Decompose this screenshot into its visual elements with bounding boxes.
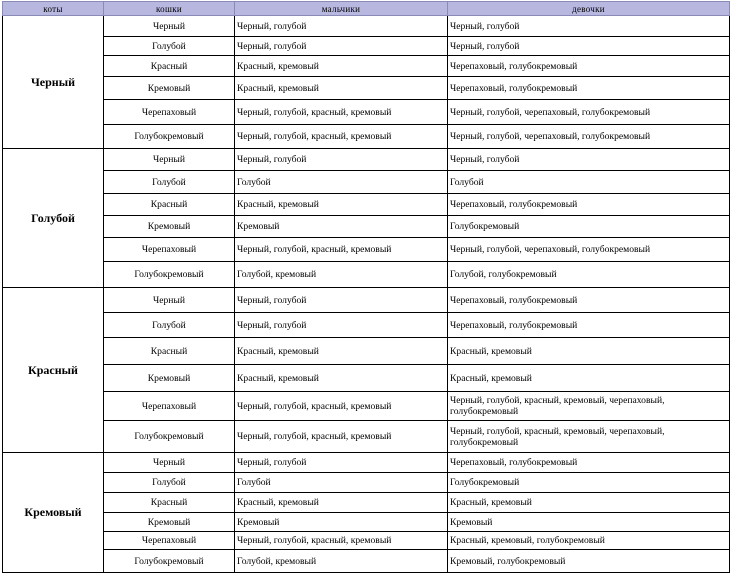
female-color-cell: Красный	[104, 194, 235, 216]
daughters-colors-cell: Красный, кремовый	[448, 338, 730, 365]
table-row	[3, 421, 730, 453]
table-row	[3, 532, 730, 550]
sons-colors-cell: Черный, голубой, красный, кремовый	[235, 421, 448, 453]
daughters-colors-cell: Голубой, голубокремовый	[448, 262, 730, 288]
daughters-colors-cell: Черепаховый, голубокремовый	[448, 313, 730, 338]
female-color-cell: Черный	[104, 149, 235, 171]
sons-colors-cell: Красный, кремовый	[235, 493, 448, 513]
header-sons: мальчики	[235, 2, 448, 16]
table-body	[3, 16, 730, 573]
table-row	[3, 513, 730, 532]
daughters-colors-cell: Черный, голубой	[448, 37, 730, 56]
table-row	[3, 313, 730, 338]
sons-colors-cell: Красный, кремовый	[235, 365, 448, 392]
sons-colors-cell: Черный, голубой	[235, 37, 448, 56]
header-males: коты	[3, 2, 104, 16]
sons-colors-cell: Кремовый	[235, 513, 448, 532]
female-color-cell: Красный	[104, 493, 235, 513]
female-color-cell: Голубой	[104, 313, 235, 338]
table-row	[3, 338, 730, 365]
daughters-colors-cell: Черный, голубой, черепаховый, голубокремовый	[448, 100, 730, 125]
sons-colors-cell: Красный, кремовый	[235, 338, 448, 365]
male-color-cell: Красный	[3, 288, 104, 453]
sons-colors-cell: Черный, голубой	[235, 288, 448, 313]
table-wrapper	[2, 1, 730, 573]
daughters-colors-cell: Черный, голубой, черепаховый, голубокремовый	[448, 125, 730, 149]
daughters-colors-cell: Черный, голубой, красный, кремовый, черепаховый, голубокремовый	[448, 392, 730, 421]
female-color-cell: Голубокремовый	[104, 550, 235, 573]
female-color-cell: Красный	[104, 56, 235, 77]
daughters-colors-cell: Кремовый, голубокремовый	[448, 550, 730, 573]
table-row	[3, 392, 730, 421]
sons-colors-cell: Голубой	[235, 473, 448, 493]
table-row	[3, 171, 730, 194]
female-color-cell: Черный	[104, 288, 235, 313]
female-color-cell: Черепаховый	[104, 100, 235, 125]
table-row	[3, 125, 730, 149]
female-color-cell: Голубой	[104, 37, 235, 56]
female-color-cell: Голубокремовый	[104, 421, 235, 453]
male-color-cell: Кремовый	[3, 453, 104, 573]
female-color-cell: Голубой	[104, 171, 235, 194]
sons-colors-cell: Голубой, кремовый	[235, 550, 448, 573]
male-color-cell: Черный	[3, 16, 104, 149]
female-color-cell: Голубокремовый	[104, 262, 235, 288]
female-color-cell: Черный	[104, 16, 235, 37]
sons-colors-cell: Черный, голубой	[235, 149, 448, 171]
table-row	[3, 262, 730, 288]
daughters-colors-cell: Черепаховый, голубокремовый	[448, 453, 730, 473]
header-daughters: девочки	[448, 2, 730, 16]
table-row	[3, 365, 730, 392]
sons-colors-cell: Черный, голубой, красный, кремовый	[235, 125, 448, 149]
header-females: кошки	[104, 2, 235, 16]
table-row	[3, 77, 730, 100]
sons-colors-cell: Голубой, кремовый	[235, 262, 448, 288]
daughters-colors-cell: Черепаховый, голубокремовый	[448, 77, 730, 100]
table-row	[3, 493, 730, 513]
daughters-colors-cell: Черепаховый, голубокремовый	[448, 194, 730, 216]
table-row	[3, 37, 730, 56]
sons-colors-cell: Черный, голубой, красный, кремовый	[235, 238, 448, 262]
male-color-cell: Голубой	[3, 149, 104, 288]
table-row	[3, 288, 730, 313]
female-color-cell: Черный	[104, 453, 235, 473]
female-color-cell: Кремовый	[104, 216, 235, 238]
daughters-colors-cell: Красный, кремовый	[448, 365, 730, 392]
female-color-cell: Черепаховый	[104, 532, 235, 550]
sons-colors-cell: Кремовый	[235, 216, 448, 238]
sons-colors-cell: Черный, голубой, красный, кремовый	[235, 532, 448, 550]
sons-colors-cell: Красный, кремовый	[235, 56, 448, 77]
sons-colors-cell: Красный, кремовый	[235, 77, 448, 100]
sons-colors-cell: Красный, кремовый	[235, 194, 448, 216]
daughters-colors-cell: Черепаховый, голубокремовый	[448, 56, 730, 77]
female-color-cell: Черепаховый	[104, 392, 235, 421]
sons-colors-cell: Черный, голубой	[235, 313, 448, 338]
daughters-colors-cell: Черепаховый, голубокремовый	[448, 288, 730, 313]
female-color-cell: Голубой	[104, 473, 235, 493]
female-color-cell: Кремовый	[104, 365, 235, 392]
daughters-colors-cell: Красный, кремовый, голубокремовый	[448, 532, 730, 550]
table-row	[3, 149, 730, 171]
table-row	[3, 194, 730, 216]
daughters-colors-cell: Голубокремовый	[448, 473, 730, 493]
daughters-colors-cell: Голубой	[448, 171, 730, 194]
header-row	[3, 2, 730, 16]
daughters-colors-cell: Черный, голубой	[448, 149, 730, 171]
daughters-colors-cell: Черный, голубой	[448, 16, 730, 37]
female-color-cell: Черепаховый	[104, 238, 235, 262]
table-row	[3, 16, 730, 37]
female-color-cell: Красный	[104, 338, 235, 365]
table-row	[3, 453, 730, 473]
sons-colors-cell: Черный, голубой, красный, кремовый	[235, 392, 448, 421]
female-color-cell: Кремовый	[104, 513, 235, 532]
table-row	[3, 550, 730, 573]
sons-colors-cell: Черный, голубой	[235, 16, 448, 37]
sons-colors-cell: Черный, голубой	[235, 453, 448, 473]
table-row	[3, 100, 730, 125]
daughters-colors-cell: Красный, кремовый	[448, 493, 730, 513]
cat-color-inheritance-table	[2, 1, 730, 573]
female-color-cell: Голубокремовый	[104, 125, 235, 149]
daughters-colors-cell: Черный, голубой, красный, кремовый, черепаховый, голубокремовый	[448, 421, 730, 453]
daughters-colors-cell: Голубокремовый	[448, 216, 730, 238]
table-row	[3, 216, 730, 238]
table-row	[3, 238, 730, 262]
table-row	[3, 56, 730, 77]
daughters-colors-cell: Черный, голубой, черепаховый, голубокремовый	[448, 238, 730, 262]
sons-colors-cell: Черный, голубой, красный, кремовый	[235, 100, 448, 125]
table-row	[3, 473, 730, 493]
daughters-colors-cell: Кремовый	[448, 513, 730, 532]
sons-colors-cell: Голубой	[235, 171, 448, 194]
female-color-cell: Кремовый	[104, 77, 235, 100]
